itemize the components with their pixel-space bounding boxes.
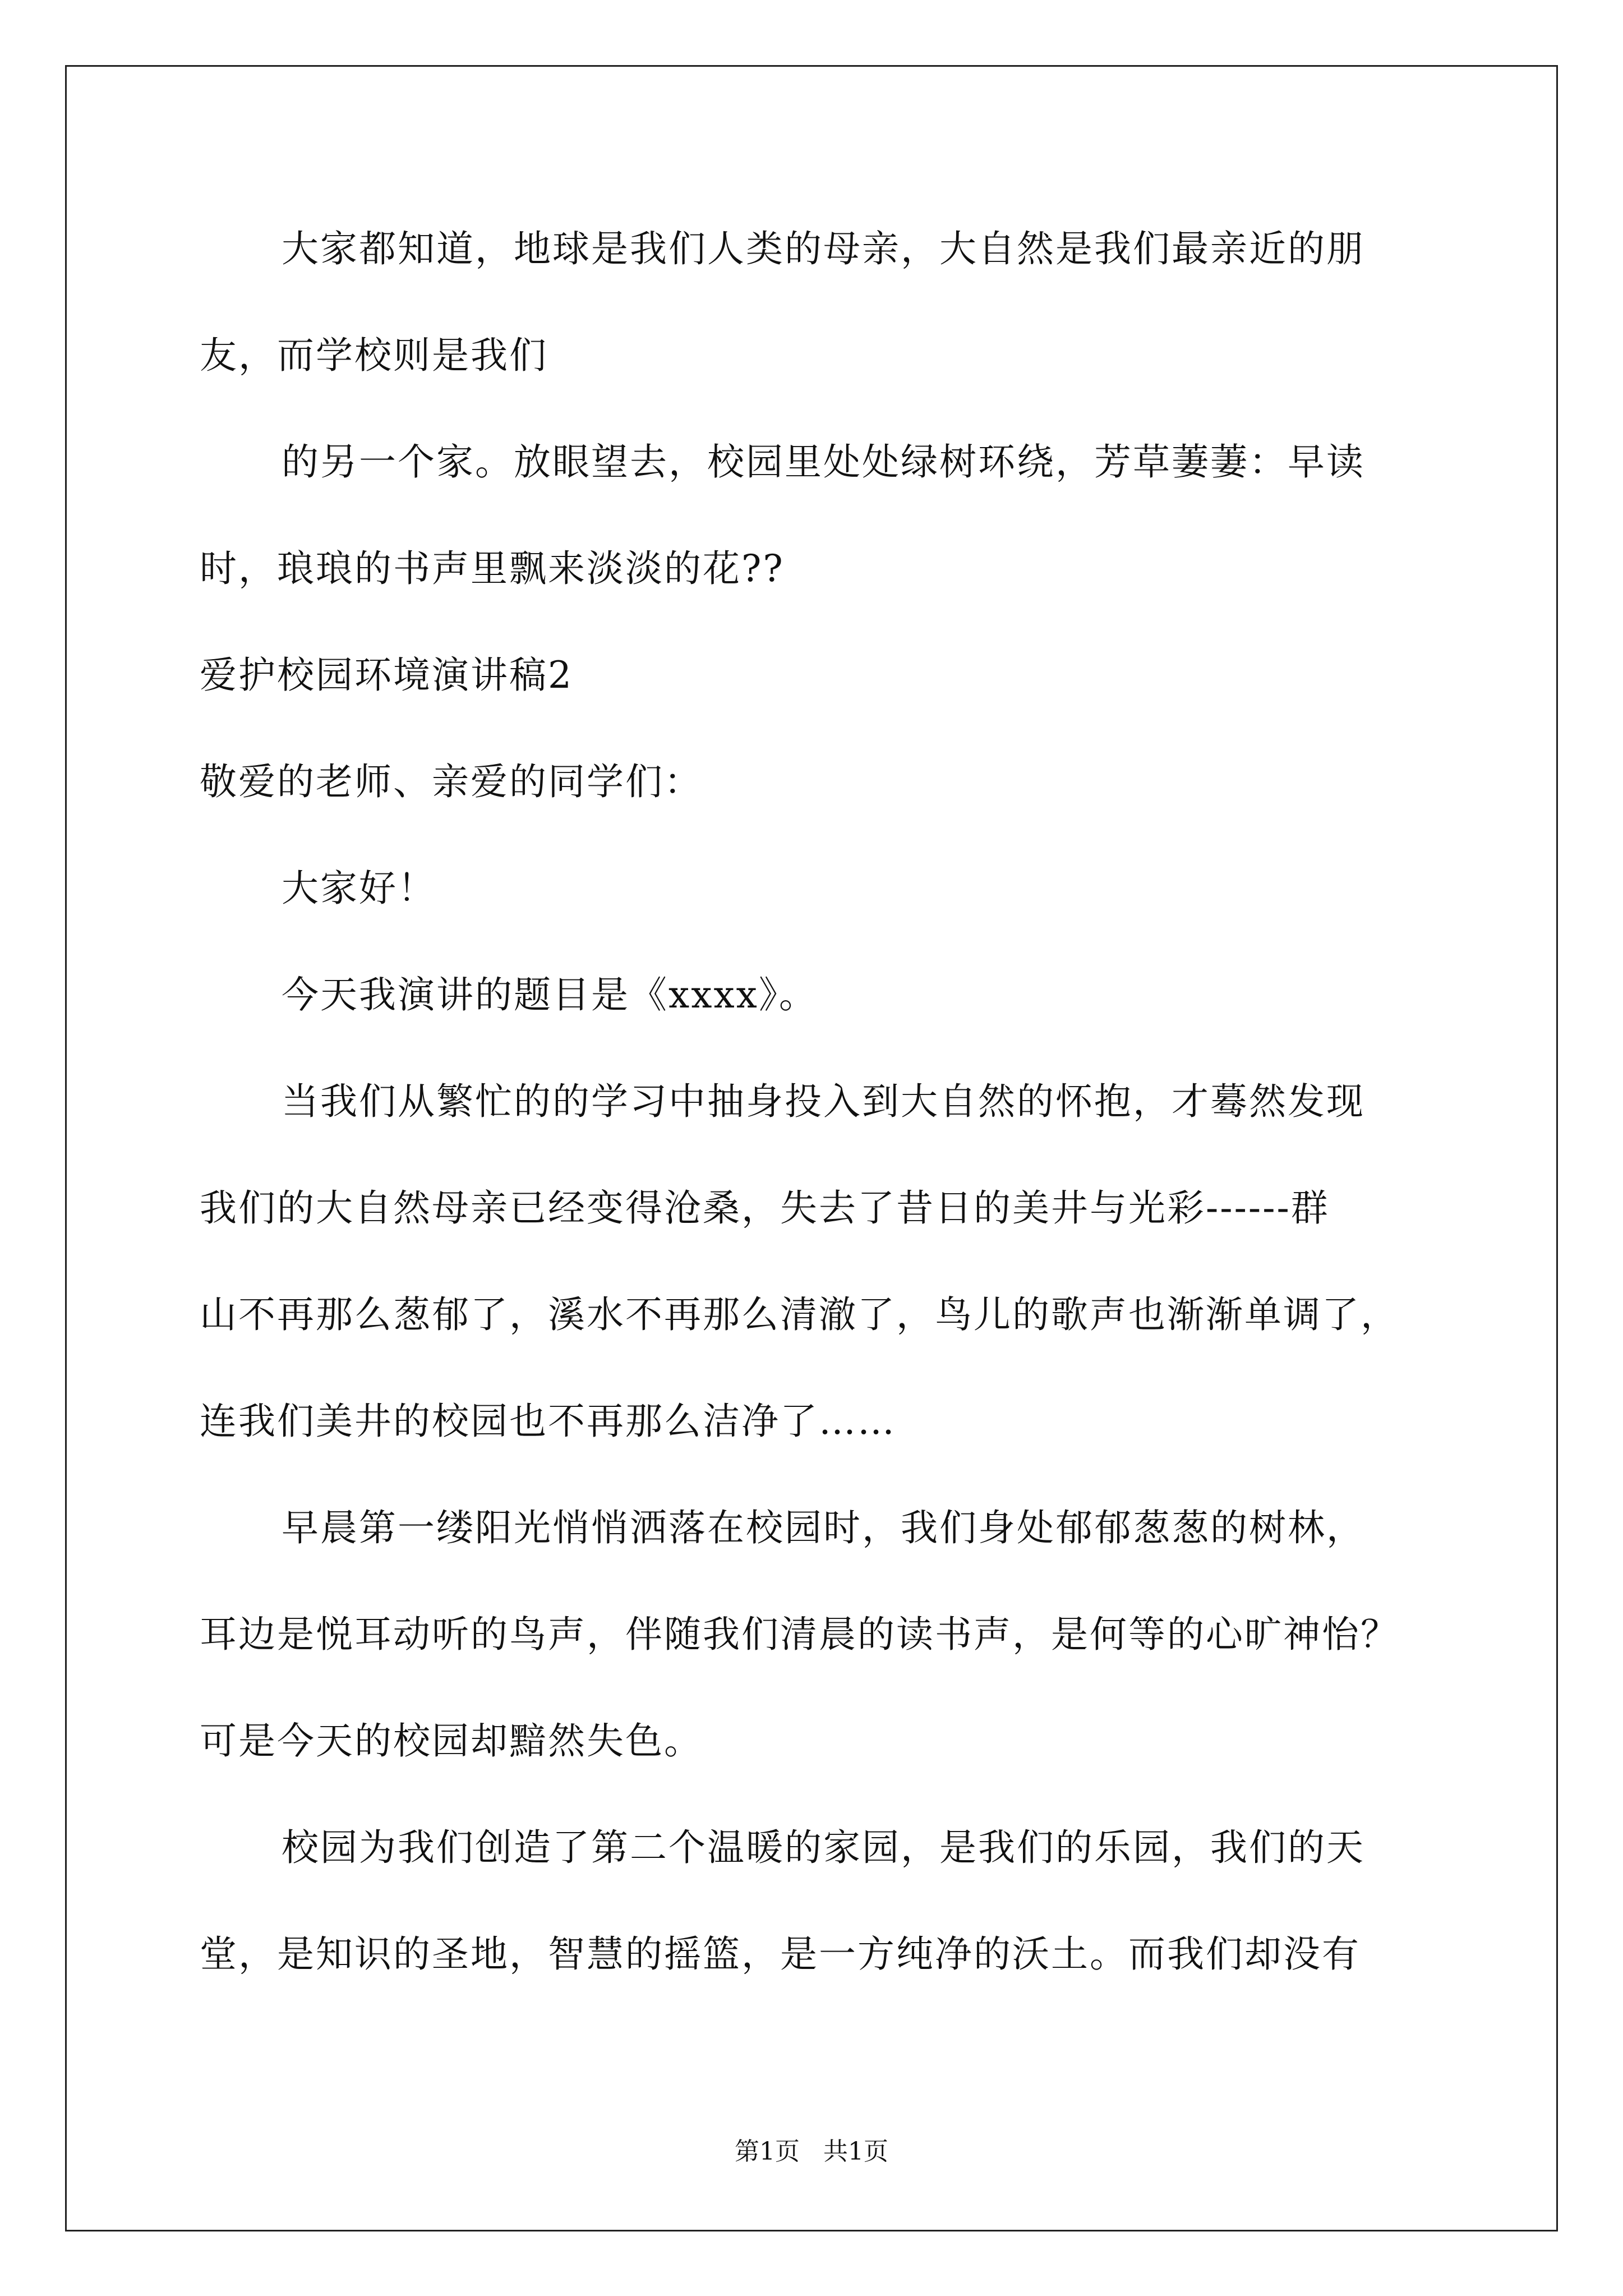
- text-line: 的另一个家。放眼望去，校园里处处绿树环绕，芳草萋萋：早读: [282, 440, 1365, 484]
- text-line: 早晨第一缕阳光悄悄洒落在校园时，我们身处郁郁葱葱的树林，: [282, 1506, 1365, 1549]
- salutation: 敬爱的老师、亲爱的同学们：: [200, 760, 703, 803]
- greeting: 大家好！: [282, 867, 436, 910]
- text-line: 连我们美井的校园也不再那么洁净了……: [200, 1400, 896, 1443]
- page-frame: [65, 65, 1558, 2231]
- text-line: 友，而学校则是我们: [200, 334, 548, 377]
- text-line: 山不再那么葱郁了，溪水不再那么清澈了，鸟儿的歌声也渐渐单调了，: [200, 1293, 1399, 1336]
- text-line: 今天我演讲的题目是《xxxx》。: [282, 973, 818, 1016]
- text-line: 堂，是知识的圣地，智慧的摇篮，是一方纯净的沃土。而我们却没有: [200, 1932, 1361, 1976]
- text-line: 可是今天的校园却黯然失色。: [200, 1719, 703, 1763]
- text-line: 时，琅琅的书声里飘来淡淡的花??: [200, 547, 785, 590]
- text-line: 耳边是悦耳动听的鸟声，伴随我们清晨的读书声，是何等的心旷神怡？: [200, 1613, 1399, 1656]
- text-line: 大家都知道，地球是我们人类的母亲，大自然是我们最亲近的朋: [282, 227, 1365, 270]
- text-line: 校园为我们创造了第二个温暖的家园，是我们的乐园，我们的天: [282, 1826, 1365, 1869]
- page-footer: 第1页 共1页: [735, 2137, 888, 2166]
- text-line: 当我们从繁忙的的学习中抽身投入到大自然的怀抱，才蓦然发现: [282, 1080, 1365, 1123]
- text-line: 我们的大自然母亲已经变得沧桑，失去了昔日的美井与光彩------群: [200, 1186, 1330, 1230]
- section-heading: 爱护校园环境演讲稿2: [200, 654, 573, 697]
